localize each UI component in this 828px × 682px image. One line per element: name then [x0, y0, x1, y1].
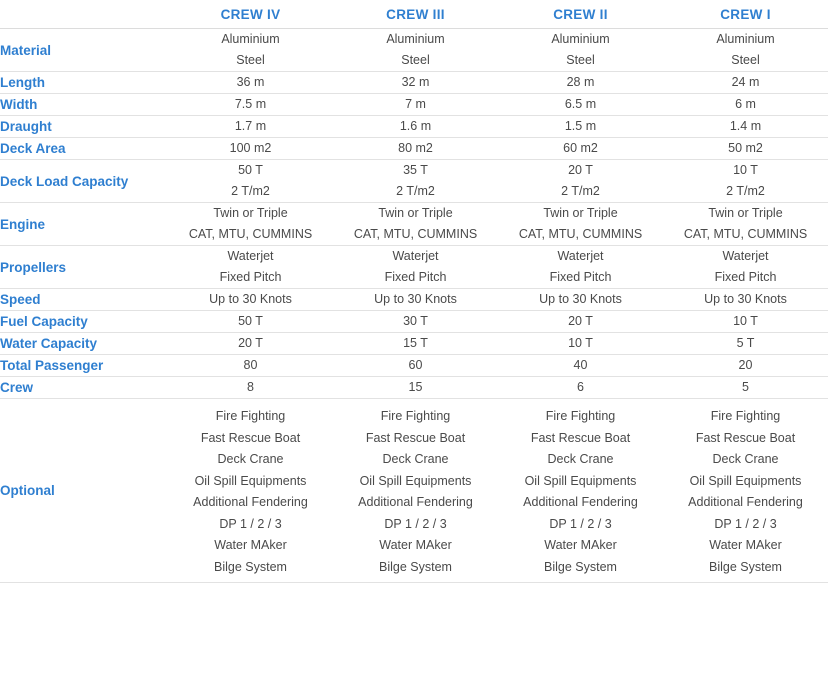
cell-line: Fast Rescue Boat	[530, 430, 631, 445]
header-row	[0, 0, 828, 29]
table-row	[0, 377, 828, 399]
cell-line: 20 T	[238, 336, 263, 350]
row-label: Width	[0, 94, 168, 116]
cell-line: 80 m2	[398, 141, 433, 155]
cell-line: DP 1 / 2 / 3	[549, 516, 612, 531]
cell-line: Deck Crane	[547, 452, 614, 466]
cell-line: 100 m2	[229, 141, 272, 155]
cell-line: 15 T	[403, 336, 428, 350]
cell-line: Bilge System	[544, 559, 617, 574]
cell-line: Bilge System	[214, 559, 287, 574]
cell-line: Up to 30 Knots	[704, 292, 787, 306]
cell-line: 10 T	[733, 163, 758, 177]
table-row	[0, 399, 828, 583]
table-cell	[168, 160, 333, 203]
cell-line: Up to 30 Knots	[374, 292, 457, 306]
row-label: Deck Area	[0, 138, 168, 160]
cell-line: Oil Spill Equipments	[689, 473, 802, 488]
table-cell	[663, 203, 828, 246]
table-cell	[333, 246, 498, 289]
cell-line: 35 T	[403, 163, 428, 177]
cell-line: CAT, MTU, CUMMINS	[683, 227, 808, 241]
cell-line: 1.7 m	[234, 119, 267, 133]
row-label: Length	[0, 72, 168, 94]
table-cell	[663, 377, 828, 399]
cell-line: 15	[408, 380, 423, 394]
cell-line: Twin or Triple	[213, 206, 288, 220]
cell-line: Oil Spill Equipments	[524, 473, 637, 488]
cell-line: 10 T	[568, 336, 593, 350]
table-row	[0, 138, 828, 160]
cell-line: Fast Rescue Boat	[695, 430, 796, 445]
table-cell	[663, 355, 828, 377]
table-cell	[333, 311, 498, 333]
table-cell	[168, 29, 333, 72]
table-cell	[498, 246, 663, 289]
table-cell	[168, 138, 333, 160]
table-cell	[333, 72, 498, 94]
cell-line: Bilge System	[379, 559, 452, 574]
cell-line: Up to 30 Knots	[539, 292, 622, 306]
row-label: Deck Load Capacity	[0, 160, 168, 203]
cell-line: DP 1 / 2 / 3	[714, 516, 777, 531]
table-cell	[663, 246, 828, 289]
table-cell	[498, 289, 663, 311]
table-row	[0, 333, 828, 355]
cell-line: 2 T/m2	[726, 184, 765, 198]
table-cell	[498, 399, 663, 583]
cell-line: Waterjet	[557, 249, 604, 263]
cell-line: 6	[577, 380, 584, 394]
table-header	[0, 0, 828, 29]
table-cell	[333, 138, 498, 160]
table-cell	[663, 29, 828, 72]
header-crew-iii: CREW III	[333, 0, 498, 29]
cell-line: Additional Fendering	[193, 495, 308, 509]
table-cell	[333, 333, 498, 355]
cell-line: Fire Fighting	[710, 409, 781, 423]
table-cell	[168, 203, 333, 246]
table-cell	[333, 116, 498, 138]
table-body	[0, 29, 828, 583]
row-label: Crew	[0, 377, 168, 399]
cell-line: 24 m	[731, 75, 760, 89]
cell-line: 20 T	[568, 163, 593, 177]
table-cell	[663, 116, 828, 138]
table-row	[0, 94, 828, 116]
table-cell	[333, 160, 498, 203]
row-label: Engine	[0, 203, 168, 246]
cell-line: Water MAker	[379, 538, 452, 552]
cell-line: 1.5 m	[564, 119, 597, 133]
cell-line: Deck Crane	[712, 452, 779, 466]
cell-line: Fast Rescue Boat	[200, 430, 301, 445]
table-cell	[333, 355, 498, 377]
table-cell	[498, 94, 663, 116]
cell-line: 20	[738, 358, 753, 372]
cell-line: Deck Crane	[217, 452, 284, 466]
table-cell	[168, 333, 333, 355]
cell-line: 5 T	[736, 336, 755, 350]
table-row	[0, 355, 828, 377]
cell-line: Water MAker	[709, 538, 782, 552]
cell-line: 32 m	[401, 75, 430, 89]
cell-line: DP 1 / 2 / 3	[384, 516, 447, 531]
table-cell	[498, 333, 663, 355]
table-row	[0, 29, 828, 72]
cell-line: Water MAker	[214, 538, 287, 552]
table-cell	[663, 399, 828, 583]
row-label: Water Capacity	[0, 333, 168, 355]
table-row	[0, 289, 828, 311]
table-cell	[498, 116, 663, 138]
cell-line: CAT, MTU, CUMMINS	[353, 227, 478, 241]
table-cell	[168, 289, 333, 311]
table-cell	[168, 72, 333, 94]
cell-line: 50 m2	[728, 141, 763, 155]
cell-line: 2 T/m2	[561, 184, 600, 198]
cell-line: Additional Fendering	[688, 495, 803, 509]
table-cell	[663, 311, 828, 333]
table-cell	[168, 311, 333, 333]
cell-line: 50 T	[238, 163, 263, 177]
cell-line: Oil Spill Equipments	[359, 473, 472, 488]
cell-line: Waterjet	[227, 249, 274, 263]
cell-line: DP 1 / 2 / 3	[219, 516, 282, 531]
cell-line: Fast Rescue Boat	[365, 430, 466, 445]
cell-line: Additional Fendering	[358, 495, 473, 509]
table-cell	[333, 399, 498, 583]
table-cell	[333, 289, 498, 311]
header-crew-iv: CREW IV	[168, 0, 333, 29]
row-label: Optional	[0, 399, 168, 583]
cell-line: CAT, MTU, CUMMINS	[188, 227, 313, 241]
cell-line: 50 T	[238, 314, 263, 328]
cell-line: Bilge System	[709, 559, 782, 574]
table-cell	[663, 289, 828, 311]
cell-line: Steel	[566, 53, 595, 67]
cell-line: Twin or Triple	[378, 206, 453, 220]
table-cell	[168, 377, 333, 399]
cell-line: Aluminium	[221, 32, 280, 46]
cell-line: Steel	[236, 53, 265, 67]
table-cell	[498, 311, 663, 333]
table-row	[0, 203, 828, 246]
table-cell	[333, 203, 498, 246]
cell-line: 60	[408, 358, 423, 372]
table-cell	[498, 203, 663, 246]
header-crew-ii: CREW II	[498, 0, 663, 29]
cell-line: 8	[247, 380, 254, 394]
cell-line: 6 m	[735, 97, 756, 111]
table-row	[0, 160, 828, 203]
cell-line: Aluminium	[551, 32, 610, 46]
cell-line: 7 m	[405, 97, 426, 111]
row-label: Draught	[0, 116, 168, 138]
cell-line: Fixed Pitch	[714, 270, 777, 284]
table-cell	[168, 116, 333, 138]
cell-line: 6.5 m	[564, 97, 597, 111]
table-cell	[663, 333, 828, 355]
cell-line: Twin or Triple	[708, 206, 783, 220]
table-cell	[168, 399, 333, 583]
table-cell	[333, 29, 498, 72]
cell-line: 28 m	[566, 75, 595, 89]
table-cell	[498, 29, 663, 72]
cell-line: Aluminium	[716, 32, 775, 46]
cell-line: Aluminium	[386, 32, 445, 46]
cell-line: 2 T/m2	[396, 184, 435, 198]
table-row	[0, 311, 828, 333]
cell-line: 60 m2	[563, 141, 598, 155]
cell-line: Steel	[731, 53, 760, 67]
cell-line: Up to 30 Knots	[209, 292, 292, 306]
cell-line: 5	[742, 380, 749, 394]
cell-line: Waterjet	[392, 249, 439, 263]
cell-line: 1.6 m	[399, 119, 432, 133]
cell-line: Fire Fighting	[545, 409, 616, 423]
table-row	[0, 116, 828, 138]
table-cell	[333, 94, 498, 116]
table-cell	[498, 72, 663, 94]
cell-line: 20 T	[568, 314, 593, 328]
header-label-column	[0, 0, 168, 29]
cell-line: 30 T	[403, 314, 428, 328]
cell-line: 7.5 m	[234, 97, 267, 111]
row-label: Fuel Capacity	[0, 311, 168, 333]
row-label: Material	[0, 29, 168, 72]
cell-line: Twin or Triple	[543, 206, 618, 220]
table-row	[0, 246, 828, 289]
table-cell	[663, 94, 828, 116]
cell-line: CAT, MTU, CUMMINS	[518, 227, 643, 241]
row-label: Total Passenger	[0, 355, 168, 377]
row-label: Speed	[0, 289, 168, 311]
cell-line: 1.4 m	[729, 119, 762, 133]
table-cell	[168, 246, 333, 289]
cell-line: 36 m	[236, 75, 265, 89]
table-cell	[498, 138, 663, 160]
table-cell	[498, 355, 663, 377]
cell-line: Fire Fighting	[380, 409, 451, 423]
cell-line: Fixed Pitch	[219, 270, 282, 284]
table-cell	[168, 94, 333, 116]
cell-line: Waterjet	[722, 249, 769, 263]
cell-line: Water MAker	[544, 538, 617, 552]
cell-line: 40	[573, 358, 588, 372]
table-cell	[498, 160, 663, 203]
table-cell	[333, 377, 498, 399]
cell-line: 10 T	[733, 314, 758, 328]
cell-line: Oil Spill Equipments	[194, 473, 307, 488]
row-label: Propellers	[0, 246, 168, 289]
cell-line: 80	[243, 358, 258, 372]
cell-line: 2 T/m2	[231, 184, 270, 198]
cell-line: Fixed Pitch	[384, 270, 447, 284]
table-row	[0, 72, 828, 94]
cell-line: Fire Fighting	[215, 409, 286, 423]
table-cell	[663, 160, 828, 203]
cell-line: Fixed Pitch	[549, 270, 612, 284]
table-cell	[663, 72, 828, 94]
table-cell	[498, 377, 663, 399]
cell-line: Additional Fendering	[523, 495, 638, 509]
cell-line: Deck Crane	[382, 452, 449, 466]
cell-line: Steel	[401, 53, 430, 67]
table-cell	[663, 138, 828, 160]
table-cell	[168, 355, 333, 377]
header-crew-i: CREW I	[663, 0, 828, 29]
